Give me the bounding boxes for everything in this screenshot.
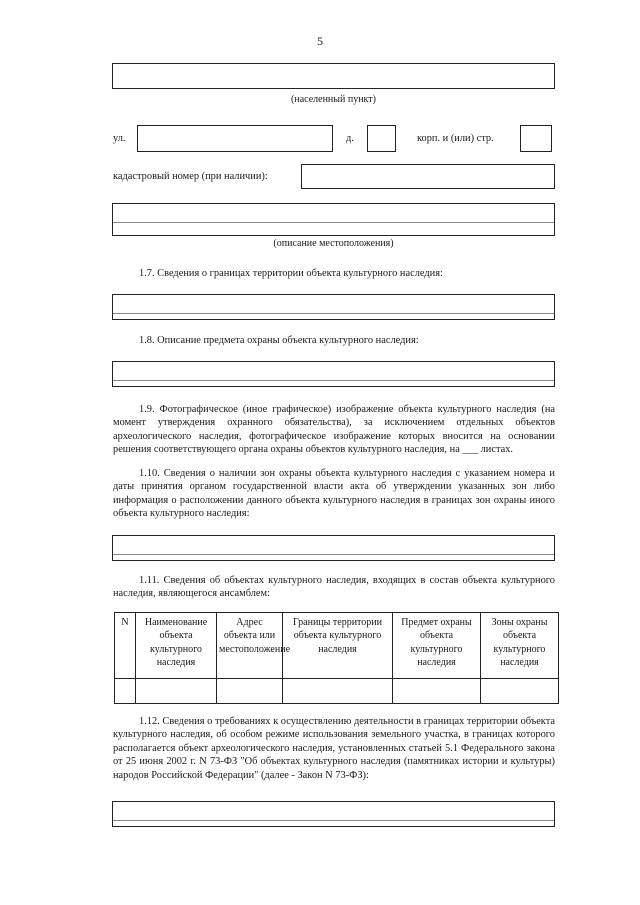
- building-field[interactable]: [520, 125, 552, 152]
- table-cell[interactable]: [393, 679, 481, 704]
- section-1-11-text: 1.11. Сведения об объектах культурного наследия, входящих в состав объекта культурного наследия, являющегося ансамблем:: [113, 575, 555, 600]
- cadastral-field[interactable]: [301, 164, 555, 189]
- street-label: ул.: [113, 133, 126, 144]
- col-name: Наименование объекта культурного наследия: [136, 613, 217, 679]
- table-cell[interactable]: [283, 679, 393, 704]
- col-number: N: [115, 613, 136, 679]
- table-cell[interactable]: [136, 679, 217, 704]
- section-1-8-field[interactable]: [112, 361, 555, 387]
- table-cell[interactable]: [217, 679, 283, 704]
- ensemble-table: [114, 612, 559, 704]
- section-1-12-field[interactable]: [112, 801, 555, 827]
- section-1-7-field[interactable]: [112, 294, 555, 320]
- cadastral-label: кадастровый номер (при наличии):: [113, 171, 268, 182]
- section-1-7-label: 1.7. Сведения о границах территории объекта культурного наследия:: [139, 268, 443, 279]
- location-caption: (описание местоположения): [273, 238, 394, 249]
- house-field[interactable]: [367, 125, 396, 152]
- street-field[interactable]: [137, 125, 333, 152]
- section-1-10-text: 1.10. Сведения о наличии зон охраны объекта культурного наследия с указанием номера и даты принятия органом государственной власти акта об утверждении указанных зон либо информация о расположении данного объекта культурного наследия в границах зон охраны иного объекта культурного наследия:: [113, 468, 555, 520]
- section-1-8-label: 1.8. Описание предмета охраны объекта культурного наследия:: [139, 335, 419, 346]
- col-protection-zones: Зоны охраны объекта культурного наследия: [481, 613, 559, 679]
- settlement-caption: (населенный пункт): [291, 94, 376, 105]
- table-cell[interactable]: [115, 679, 136, 704]
- section-1-10-field[interactable]: [112, 535, 555, 561]
- col-address: Адрес объекта или местоположение: [217, 613, 283, 679]
- section-1-9-text: 1.9. Фотографическое (иное графическое) изображение объекта культурного наследия (на момент утверждения охранного обязательства), за исключением отдельных объектов археологического наследия, фотографическое изображение которых вносится на основании решения соответствующего органа охраны объектов культурного наследия, на ___ листах.: [113, 404, 555, 456]
- building-label: корп. и (или) стр.: [417, 133, 494, 144]
- col-boundaries: Границы территории объекта культурного наследия: [283, 613, 393, 679]
- table-row: [115, 679, 559, 704]
- table-cell[interactable]: [481, 679, 559, 704]
- col-protection-subject: Предмет охраны объекта культурного наследия: [393, 613, 481, 679]
- table-header-row: [115, 613, 559, 679]
- location-field[interactable]: [112, 203, 555, 236]
- section-1-12-text: 1.12. Сведения о требованиях к осуществлению деятельности в границах территории объекта культурного наследия, об особом режиме использования земельного участка, в границах которого располагается объект археологического наследия, установленных статьей 5.1 Федерального закона от 25 июня 2002 г. N 73-ФЗ "Об объектах культурного наследия (памятниках истории и культуры) народов Российской Федерации" (далее - Закон N 73-ФЗ):: [113, 716, 555, 781]
- settlement-field[interactable]: [112, 63, 555, 89]
- house-label: д.: [346, 133, 354, 144]
- page-number: 5: [317, 34, 323, 48]
